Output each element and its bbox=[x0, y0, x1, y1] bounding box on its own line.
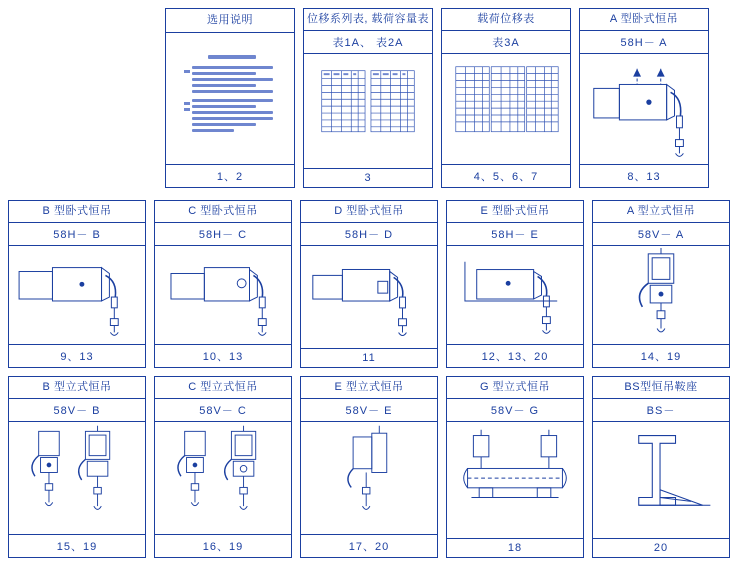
card-footer: 8、13 bbox=[580, 164, 708, 187]
figure-tables-two bbox=[304, 54, 432, 168]
card-footer: 15、19 bbox=[9, 534, 145, 557]
card-figure-vertical-c bbox=[155, 422, 291, 534]
figure-horizontal-c bbox=[155, 246, 291, 344]
card-subheader: 58V－ E bbox=[301, 399, 437, 422]
card-header: A 型卧式恒吊 bbox=[580, 9, 708, 31]
card-footer: 17、20 bbox=[301, 534, 437, 557]
card-subheader: 58V－ C bbox=[155, 399, 291, 422]
card-load-displacement-table[interactable] bbox=[441, 8, 571, 188]
card-header: E 型立式恒吊 bbox=[301, 377, 437, 399]
card-type-g-vertical[interactable] bbox=[446, 376, 584, 558]
card-type-c-vertical[interactable] bbox=[154, 376, 292, 558]
card-header: 载荷位移表 bbox=[442, 9, 570, 31]
card-footer: 3 bbox=[304, 168, 432, 187]
card-header: G 型立式恒吊 bbox=[447, 377, 583, 399]
card-subheader: BS－ bbox=[593, 399, 729, 422]
card-footer: 9、13 bbox=[9, 344, 145, 367]
card-displacement-series-table[interactable] bbox=[303, 8, 433, 188]
card-figure-horizontal-d bbox=[301, 246, 437, 348]
card-header: B 型立式恒吊 bbox=[9, 377, 145, 399]
card-type-bs-saddle[interactable] bbox=[592, 376, 730, 558]
card-figure-text-block bbox=[166, 33, 294, 164]
card-header: C 型立式恒吊 bbox=[155, 377, 291, 399]
card-subheader: 58V－ G bbox=[447, 399, 583, 422]
card-type-a-horizontal[interactable] bbox=[579, 8, 709, 188]
card-type-b-horizontal[interactable] bbox=[8, 200, 146, 368]
card-figure-vertical-e bbox=[301, 422, 437, 534]
card-figure-horizontal-b bbox=[9, 246, 145, 344]
figure-tables-three bbox=[442, 54, 570, 164]
figure-horizontal-d bbox=[301, 246, 437, 348]
card-figure-horizontal-c bbox=[155, 246, 291, 344]
card-footer: 12、13、20 bbox=[447, 344, 583, 367]
card-header: C 型卧式恒吊 bbox=[155, 201, 291, 223]
figure-vertical-c bbox=[155, 422, 291, 534]
card-header: 位移系列表, 载荷容量表 bbox=[304, 9, 432, 31]
figure-horizontal-e bbox=[447, 246, 583, 344]
card-subheader: 表3A bbox=[442, 31, 570, 54]
card-footer: 1、2 bbox=[166, 164, 294, 187]
figure-vertical-g bbox=[447, 422, 583, 538]
card-header: A 型立式恒吊 bbox=[593, 201, 729, 223]
card-footer: 14、19 bbox=[593, 344, 729, 367]
figure-vertical-b bbox=[9, 422, 145, 534]
figure-vertical-a bbox=[593, 246, 729, 344]
card-type-a-vertical[interactable] bbox=[592, 200, 730, 368]
card-footer: 4、5、6、7 bbox=[442, 164, 570, 187]
card-subheader: 58H－ C bbox=[155, 223, 291, 246]
card-footer: 20 bbox=[593, 538, 729, 557]
card-figure-tables-three bbox=[442, 54, 570, 164]
card-type-e-vertical[interactable] bbox=[300, 376, 438, 558]
card-subheader: 58H－ D bbox=[301, 223, 437, 246]
card-header: 选用说明 bbox=[166, 9, 294, 33]
card-header: E 型卧式恒吊 bbox=[447, 201, 583, 223]
card-type-c-horizontal[interactable] bbox=[154, 200, 292, 368]
card-type-b-vertical[interactable] bbox=[8, 376, 146, 558]
card-footer: 18 bbox=[447, 538, 583, 557]
card-header: D 型卧式恒吊 bbox=[301, 201, 437, 223]
row-2 bbox=[8, 200, 730, 368]
figure-horizontal-b bbox=[9, 246, 145, 344]
card-selection-instructions[interactable] bbox=[165, 8, 295, 188]
card-figure-saddle-bs bbox=[593, 422, 729, 538]
card-footer: 10、13 bbox=[155, 344, 291, 367]
card-figure-vertical-b bbox=[9, 422, 145, 534]
row-3 bbox=[8, 376, 730, 558]
card-figure-horizontal-a bbox=[580, 54, 708, 164]
card-figure-vertical-g bbox=[447, 422, 583, 538]
card-figure-tables-two bbox=[304, 54, 432, 168]
figure-saddle-bs bbox=[593, 422, 729, 538]
card-subheader: 58V－ B bbox=[9, 399, 145, 422]
card-header: B 型卧式恒吊 bbox=[9, 201, 145, 223]
row-1 bbox=[165, 8, 709, 188]
card-subheader: 表1A、 表2A bbox=[304, 31, 432, 54]
figure-horizontal-a bbox=[580, 54, 708, 164]
card-figure-vertical-a bbox=[593, 246, 729, 344]
card-subheader: 58H－ E bbox=[447, 223, 583, 246]
pseudo-text-lines bbox=[180, 55, 284, 135]
card-subheader: 58H－ B bbox=[9, 223, 145, 246]
card-type-d-horizontal[interactable] bbox=[300, 200, 438, 368]
card-footer: 11 bbox=[301, 348, 437, 367]
card-subheader: 58V－ A bbox=[593, 223, 729, 246]
card-footer: 16、19 bbox=[155, 534, 291, 557]
card-header: BS型恒吊鞍座 bbox=[593, 377, 729, 399]
card-figure-horizontal-e bbox=[447, 246, 583, 344]
card-type-e-horizontal[interactable] bbox=[446, 200, 584, 368]
figure-vertical-e bbox=[301, 422, 437, 534]
card-subheader: 58H－ A bbox=[580, 31, 708, 54]
